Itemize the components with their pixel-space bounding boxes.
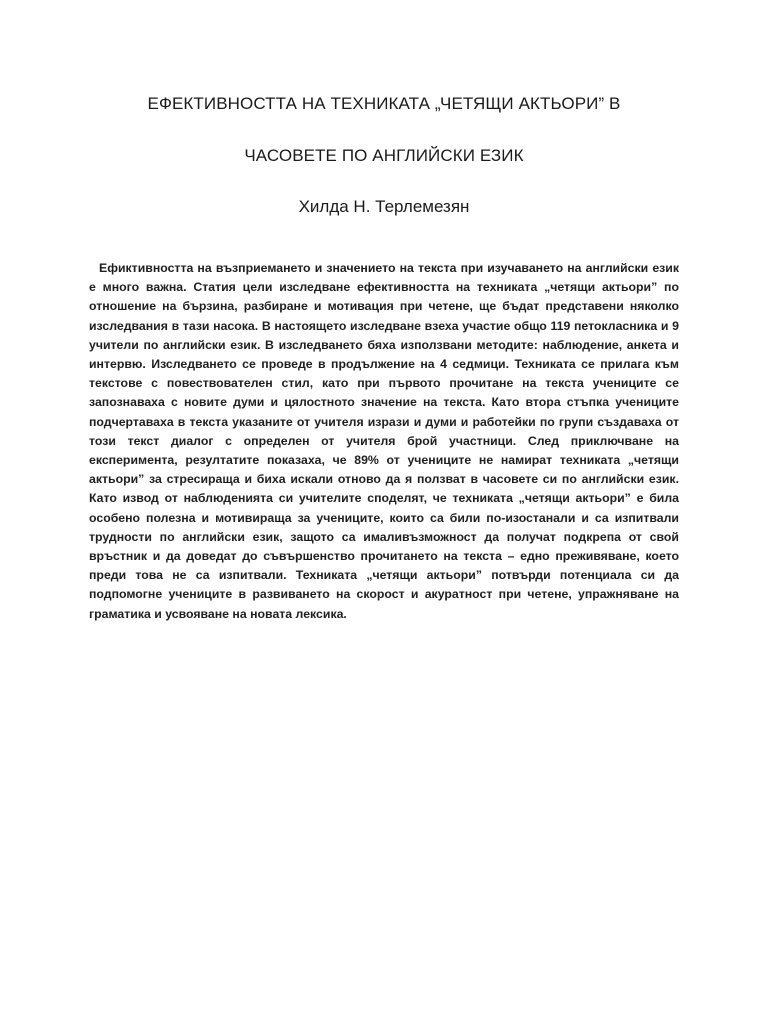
abstract-paragraph: Ефиктивността на възприемането и значението на текста при изучаването на английски език е много важна. Статия цели изследване ефективността на техниката „четящи актьори” по отношение на бързина, разбиране и мотивация при четене, ще бъдат представени няколко изследвания в тази насока. В настоящето изследване взеха участие общо 119 петокласника и 9 учители по английски език. В изследването бяха използвани методите: наблюдение, анкета и интервю. Изследването се проведе в продължение на 4 седмици. Техниката се прилага към текстове с повествователен стил, като при първото прочитане на текста учениците се запознаваха с новите думи и цялостното значение на текста. Като втора стъпка учениците подчертаваха в текста указаните от учителя изрази и думи и работейки по групи създаваха от този текст диалог с определен от учителя брой участници. След приключване на експеримента, резултатите показаха, че 89% от учениците не намират техниката „четящи актьори” за стресираща и биха искали отново да я ползват в часовете си по английски език. Като извод от наблюденията си учителите споделят, че техниката „четящи актьори” е била особено полезна и мотивираща за учениците, които са били по-изостанали и са изпитвали трудности по английски език, защото са ималивъзможност да получат подкрепа от свой връстник и да доведат до съвършенство прочитането на текста – едно преживяване, което преди това не са изпитвали. Техниката „четящи актьори” потвърди потенциала си да подпомогне учениците в развиването на скорост и акуратност при четене, упражняване на граматика и усвояване на новата лексика.: [89, 261, 679, 621]
author-name: Хилда Н. Терлемезян: [298, 197, 470, 216]
title-line-2: ЧАСОВЕТЕ ПО АНГЛИЙСКИ ЕЗИК: [244, 146, 524, 165]
title-line-1: ЕФЕКТИВНОСТТА НА ТЕХНИКАТА „ЧЕТЯЩИ АКТЬОРИ” В: [147, 94, 621, 113]
